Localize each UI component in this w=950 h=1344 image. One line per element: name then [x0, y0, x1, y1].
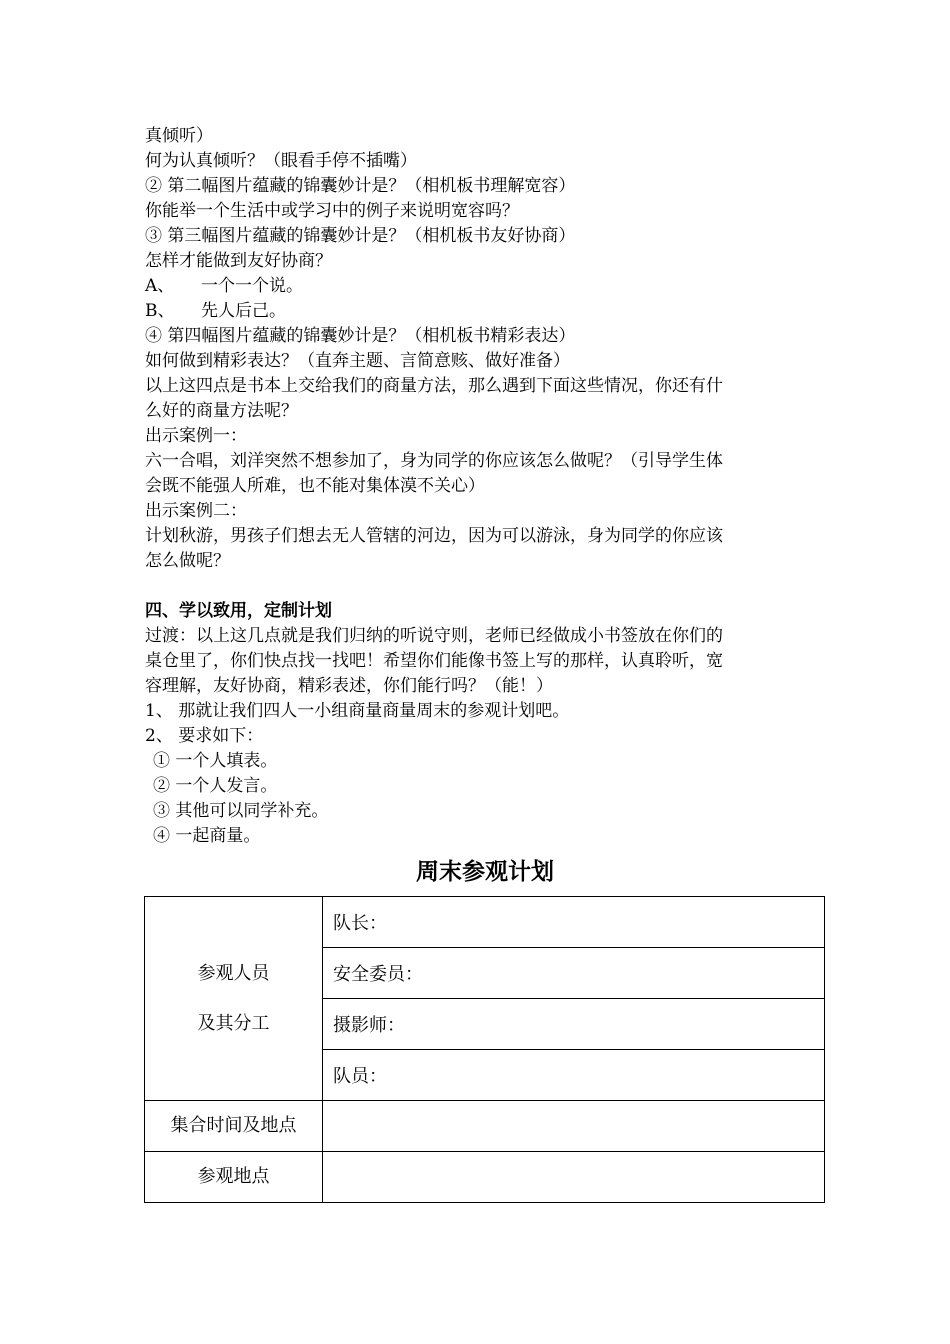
option-label: A、: [145, 276, 175, 296]
option-item-a: [145, 274, 825, 299]
requirement-item: ② 一个人发言。: [153, 776, 278, 796]
body-line: 怎样才能做到友好协商？: [145, 251, 332, 271]
body-line: 何为认真倾听？（眼看手停不插嘴）: [145, 151, 417, 171]
meeting-label-cell: 集合时间及地点: [145, 1101, 323, 1152]
body-line: 你能举一个生活中或学习中的例子来说明宽容吗？: [145, 201, 519, 221]
body-line: ③ 第三幅图片蕴藏的锦囊妙计是？（相机板书友好协商）: [145, 226, 576, 246]
table-row: [145, 897, 825, 948]
requirement-item: ③ 其他可以同学补充。: [153, 801, 329, 821]
body-line: ② 第二幅图片蕴藏的锦囊妙计是？（相机板书理解宽容）: [145, 176, 576, 196]
body-line: 怎么做呢？: [145, 551, 230, 571]
option-text: 先人后己。: [201, 301, 286, 321]
option-text: 一个一个说。: [201, 276, 303, 296]
body-line: 2、 要求如下：: [145, 726, 264, 746]
plan-table: [144, 896, 825, 1203]
body-line: 桌仓里了，你们快点找一找吧！希望你们能像书签上写的那样，认真聆听，宽: [145, 651, 723, 671]
body-line: 出示案例二：: [145, 501, 247, 521]
role-cell-captain[interactable]: 队长：: [323, 897, 825, 948]
section-heading: 四、学以致用，定制计划: [145, 601, 332, 621]
body-line: 如何做到精彩表达？（直奔主题、言简意赅、做好准备）: [145, 351, 570, 371]
staff-label-line: 参观人员: [197, 962, 270, 984]
body-line: 会既不能强人所难，也不能对集体漠不关心）: [145, 476, 485, 496]
body-line: 计划秋游，男孩子们想去无人管辖的河边，因为可以游泳，身为同学的你应该: [145, 526, 723, 546]
staff-label-cell: [145, 897, 323, 1101]
table-row: [145, 1152, 825, 1203]
staff-label-line: 及其分工: [197, 1012, 270, 1034]
place-label-cell: 参观地点: [145, 1152, 323, 1203]
role-cell-safety[interactable]: 安全委员：: [323, 948, 825, 999]
body-line: ④ 第四幅图片蕴藏的锦囊妙计是？（相机板书精彩表达）: [145, 326, 576, 346]
body-line: 真倾听）: [145, 126, 213, 146]
place-value-cell[interactable]: [323, 1152, 825, 1203]
body-line: 六一合唱，刘洋突然不想参加了，身为同学的你应该怎么做呢？（引导学生体: [145, 451, 723, 471]
body-line: 以上这四点是书本上交给我们的商量方法，那么遇到下面这些情况，你还有什: [145, 376, 723, 396]
role-cell-photographer[interactable]: 摄影师：: [323, 999, 825, 1050]
meeting-value-cell[interactable]: [323, 1101, 825, 1152]
body-line: 容理解，友好协商，精彩表述，你们能行吗？（能！）: [145, 676, 553, 696]
role-cell-members[interactable]: 队员：: [323, 1050, 825, 1101]
section-spacer: [145, 574, 825, 599]
option-label: B、: [145, 301, 175, 321]
document-body: [145, 124, 825, 849]
option-item-b: [145, 299, 825, 324]
body-line: 1、 那就让我们四人一小组商量商量周末的参观计划吧。: [145, 701, 570, 721]
requirement-item: ④ 一起商量。: [153, 826, 261, 846]
table-row: [145, 1101, 825, 1152]
body-line: 过渡：以上这几点就是我们归纳的听说守则，老师已经做成小书签放在你们的: [145, 626, 723, 646]
requirement-item: ① 一个人填表。: [153, 751, 278, 771]
body-line: 出示案例一：: [145, 426, 247, 446]
plan-title: 周末参观计划: [416, 859, 554, 885]
body-line: 么好的商量方法呢？: [145, 401, 298, 421]
